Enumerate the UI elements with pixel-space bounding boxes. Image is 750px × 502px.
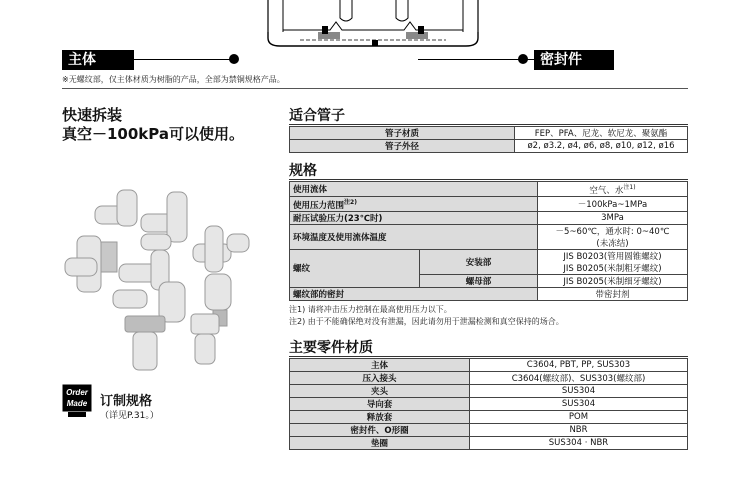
table-row — [290, 385, 688, 398]
tubing-od-label: 管子外径 — [290, 140, 515, 153]
spec-install-label: 安装部 — [420, 249, 538, 274]
table-row — [290, 287, 688, 300]
feature-vacuum: 真空－100kPa可以使用。 — [62, 125, 245, 143]
table-row — [290, 196, 688, 211]
material-release-value: POM — [470, 411, 688, 424]
material-release-label: 释放套 — [290, 411, 470, 424]
material-body-label: 主体 — [290, 359, 470, 372]
leader-line-seal — [418, 59, 534, 60]
spec-proof-label: 耐压试验压力(23℃时) — [290, 211, 538, 224]
order-made-badge-line2: Made — [66, 399, 88, 408]
divider — [62, 88, 688, 89]
feature-quick-release: 快速拆装 — [62, 106, 123, 124]
spec-pressure-label: 使用压力范围$^{注2)}$ — [290, 196, 538, 211]
spec-proof-value: 3MPa — [537, 211, 687, 224]
table-row — [290, 211, 688, 224]
label-main-body: 主体 — [62, 50, 134, 70]
table-row — [290, 359, 688, 372]
spec-temp-value: －5~60℃，通水时: 0~40℃ (未冻结) — [537, 224, 687, 249]
table-row — [290, 140, 688, 153]
material-insert-label: 压入接头 — [290, 372, 470, 385]
order-made-subtitle: （详见P.31。） — [100, 411, 159, 421]
spec-seal-value: 带密封剂 — [537, 287, 687, 300]
spec-fluid-value: 空气、水$^{注1)}$ — [537, 182, 687, 197]
material-guide-value: SUS304 — [470, 398, 688, 411]
leader-dot-seal — [518, 54, 528, 64]
table-row — [290, 182, 688, 197]
material-chuck-value: SUS304 — [470, 385, 688, 398]
material-guide-label: 导向套 — [290, 398, 470, 411]
fittings-product-image — [55, 186, 270, 381]
label-seal: 密封件 — [534, 50, 614, 70]
materials-table — [289, 358, 688, 450]
table-row — [290, 437, 688, 450]
spec-seal-label: 螺纹部的密封 — [290, 287, 538, 300]
order-made-icon — [62, 384, 92, 418]
material-gasket-label: 垫圈 — [290, 437, 470, 450]
spec-note-1: 注1) 请将冲击压力控制在最高使用压力以下。 — [289, 305, 452, 314]
order-made-badge-line1: Order — [66, 388, 88, 397]
tubing-title: 适合管子 — [289, 108, 345, 124]
tubing-rule — [289, 124, 688, 125]
material-chuck-label: 夹头 — [290, 385, 470, 398]
table-row — [290, 424, 688, 437]
diagram-note: ※无螺纹部，仅主体材质为树脂的产品，全部为禁铜规格产品。 — [62, 75, 285, 84]
table-row — [290, 411, 688, 424]
material-insert-value: C3604(螺纹部)、SUS303(螺纹部) — [470, 372, 688, 385]
materials-rule — [289, 356, 688, 357]
table-row — [290, 249, 688, 274]
spec-thread-label: 螺纹 — [290, 249, 420, 287]
spec-pressure-value: －100kPa~1MPa — [537, 196, 687, 211]
specs-rule — [289, 179, 688, 180]
order-made-title: 订制规格 — [100, 394, 153, 409]
table-row — [290, 372, 688, 385]
spec-nut-value: JIS B0205(米制细牙螺纹) — [537, 274, 687, 287]
tubing-od-value: ø2, ø3.2, ø4, ø6, ø8, ø10, ø12, ø16 — [515, 140, 688, 153]
cross-section-diagram — [0, 0, 750, 48]
spec-nut-label: 螺母部 — [420, 274, 538, 287]
tubing-material-label: 管子材质 — [290, 127, 515, 140]
spec-install-value: JIS B0203(管用圆锥螺纹) JIS B0205(米制粗牙螺纹) — [537, 249, 687, 274]
table-row — [290, 127, 688, 140]
materials-title: 主要零件材质 — [289, 340, 373, 356]
material-seal-label: 密封件、O形圈 — [290, 424, 470, 437]
spec-temp-label: 环境温度及使用流体温度 — [290, 224, 538, 249]
specs-title: 规格 — [289, 163, 317, 179]
specs-table — [289, 181, 688, 301]
tubing-table — [289, 126, 688, 153]
spec-note-2: 注2) 由于不能确保绝对没有泄漏，因此请勿用于泄漏检测和真空保持的场合。 — [289, 317, 564, 326]
tubing-material-value: FEP、PFA、尼龙、软尼龙、聚氨酯 — [515, 127, 688, 140]
spec-fluid-label: 使用流体 — [290, 182, 538, 197]
material-body-value: C3604, PBT, PP, SUS303 — [470, 359, 688, 372]
leader-line-main — [134, 59, 234, 60]
leader-dot-main — [229, 54, 239, 64]
material-gasket-value: SUS304 · NBR — [470, 437, 688, 450]
table-row — [290, 224, 688, 249]
material-seal-value: NBR — [470, 424, 688, 437]
table-row — [290, 398, 688, 411]
